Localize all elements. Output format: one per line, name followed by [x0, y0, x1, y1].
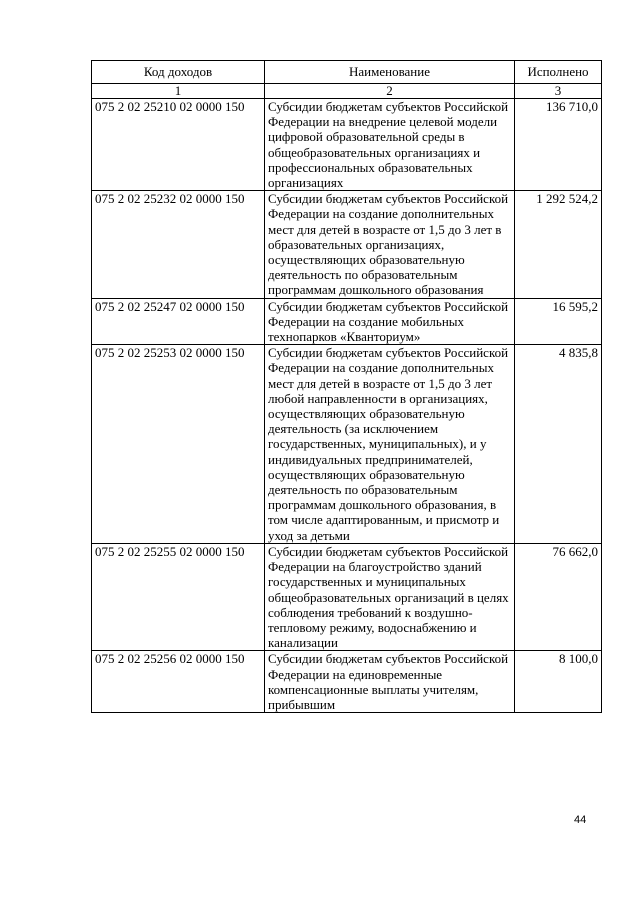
table-row [92, 651, 602, 713]
revenue-amount: 136 710,0 [515, 99, 602, 191]
header-amount: Исполнено [515, 61, 602, 84]
revenue-name: Субсидии бюджетам субъектов Российской Федерации на благоустройство зданий государственных и муниципальных общеобразовательных организаций в целях соблюдения требований к воздушно-тепловому режиму, водоснабжению и канализации [265, 543, 515, 650]
revenue-name: Субсидии бюджетам субъектов Российской Федерации на создание дополнительных мест для детей в возрасте от 1,5 до 3 лет любой направленности в организациях, осуществляющих образовательную деятельность (за исключением государственных, муниципальных), и у индивидуальных предпринимателей, осуществляющих образовательную деятельность по образовательным программам дошкольного образования, в том числе адаптированным, и присмотр и уход за детьми [265, 345, 515, 544]
table-row [92, 543, 602, 650]
revenue-amount: 4 835,8 [515, 345, 602, 544]
revenue-name: Субсидии бюджетам субъектов Российской Федерации на внедрение целевой модели цифровой образовательной среды в общеобразовательных организациях и профессиональных образовательных организациях [265, 99, 515, 191]
revenue-name: Субсидии бюджетам субъектов Российской Федерации на единовременные компенсационные выплаты учителям, прибывшим [265, 651, 515, 713]
column-number-row [92, 84, 602, 99]
table-row [92, 298, 602, 345]
revenue-name: Субсидии бюджетам субъектов Российской Федерации на создание дополнительных мест для детей в возрасте от 1,5 до 3 лет в образовательных организациях, осуществляющих образовательную деятельность по образовательным программам дошкольного образования [265, 191, 515, 298]
table-row [92, 191, 602, 298]
revenue-table [91, 60, 602, 713]
revenue-code: 075 2 02 25255 02 0000 150 [92, 543, 265, 650]
header-code: Код доходов [92, 61, 265, 84]
table-body [92, 99, 602, 713]
revenue-code: 075 2 02 25247 02 0000 150 [92, 298, 265, 345]
column-number: 2 [265, 84, 515, 99]
column-number: 3 [515, 84, 602, 99]
revenue-code: 075 2 02 25253 02 0000 150 [92, 345, 265, 544]
table-row [92, 345, 602, 544]
revenue-amount: 16 595,2 [515, 298, 602, 345]
revenue-code: 075 2 02 25256 02 0000 150 [92, 651, 265, 713]
revenue-name: Субсидии бюджетам субъектов Российской Федерации на создание мобильных технопарков «Кванториум» [265, 298, 515, 345]
page-number: 44 [574, 814, 587, 826]
revenue-code: 075 2 02 25232 02 0000 150 [92, 191, 265, 298]
table-header [92, 61, 602, 99]
column-number: 1 [92, 84, 265, 99]
header-name: Наименование [265, 61, 515, 84]
revenue-code: 075 2 02 25210 02 0000 150 [92, 99, 265, 191]
header-row [92, 61, 602, 84]
revenue-amount: 1 292 524,2 [515, 191, 602, 298]
table-row [92, 99, 602, 191]
revenue-amount: 8 100,0 [515, 651, 602, 713]
revenue-amount: 76 662,0 [515, 543, 602, 650]
